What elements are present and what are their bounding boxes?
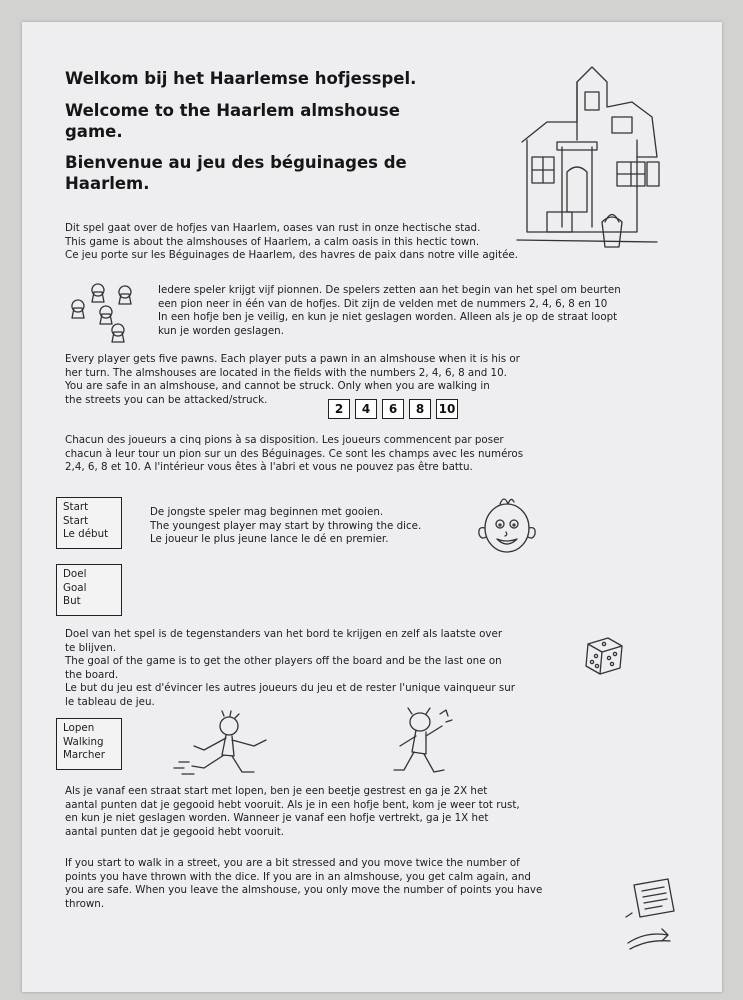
walking-paragraph-en xyxy=(65,857,542,911)
goal-line: te blijven. xyxy=(65,641,116,654)
field-numbers xyxy=(328,399,458,419)
pawns-en-line: her turn. The almshouses are located in the fields with the numbers 2, 4, 6, 8 and 10. xyxy=(65,366,507,379)
start-label-box xyxy=(56,497,122,549)
walking-nl-line: aantal punten dat je gegooid hebt vooruit. xyxy=(65,825,285,838)
title-fr-line: Haarlem. xyxy=(65,174,150,193)
intro-line: This game is about the almshouses of Haarlem, a calm oasis in this hectic town. xyxy=(65,235,480,248)
start-label: Le début xyxy=(63,528,109,541)
title-fr-line: Bienvenue au jeu des béguinages de xyxy=(65,153,407,172)
pawns-paragraph-fr xyxy=(65,434,523,475)
field-number: 6 xyxy=(382,399,404,419)
start-label: Start xyxy=(63,514,89,527)
goal-line: le tableau de jeu. xyxy=(65,695,155,708)
pawns-paragraph-nl xyxy=(158,284,621,338)
title-en xyxy=(65,100,400,142)
goal-line: Doel van het spel is de tegenstanders van het bord te krijgen en zelf als laatste over xyxy=(65,628,503,640)
pawns-fr-line: Chacun des joueurs a cinq pions à sa disposition. Les joueurs commencent par poser xyxy=(65,434,504,446)
goal-label: Goal xyxy=(63,581,87,594)
pawns-icon xyxy=(68,280,138,350)
pawns-nl-line: kun je worden geslagen. xyxy=(158,324,284,337)
boy-face-icon xyxy=(472,492,542,557)
pawns-nl-line: In een hofje ben je veilig, en kun je niet geslagen worden. Alleen als je op de straat loopt xyxy=(158,311,618,324)
goal-line: Le but du jeu est d'évincer les autres joueurs du jeu et de rester l'unique vainqueur sur xyxy=(65,682,515,695)
pawns-nl-line: Iedere speler krijgt vijf pionnen. De spelers zetten aan het begin van het spel om beurten xyxy=(158,284,621,296)
walking-label-box xyxy=(56,718,122,770)
field-number: 4 xyxy=(355,399,377,419)
field-number: 10 xyxy=(436,399,458,419)
pawns-fr-line: chacun à leur tour un pion sur un des Béguinages. Ce sont les champs avec les numéros xyxy=(65,447,524,460)
walking-label: Marcher xyxy=(63,749,105,762)
goal-line: The goal of the game is to get the other players off the board and be the last one on xyxy=(65,655,502,668)
goal-label: But xyxy=(63,595,81,608)
goal-label-box xyxy=(56,564,122,616)
walking-dog-icon xyxy=(382,706,462,782)
walking-paragraph-nl xyxy=(65,785,520,839)
goal-label: Doel xyxy=(63,568,87,580)
walking-en-line: you are safe. When you leave the almshouse, you only move the number of points you have xyxy=(65,884,543,897)
intro-paragraph xyxy=(65,222,518,263)
pawns-en-line: You are safe in an almshouse, and cannot be struck. Only when you are walking in xyxy=(65,380,490,393)
dice-icon xyxy=(582,632,627,677)
walking-label: Walking xyxy=(63,735,104,748)
start-paragraph xyxy=(150,506,421,547)
goal-paragraph xyxy=(65,628,515,710)
title-en-line: Welcome to the Haarlem almshouse xyxy=(65,101,400,120)
page-turn-icon xyxy=(622,877,682,957)
game-rules-sheet xyxy=(22,22,722,992)
field-number: 2 xyxy=(328,399,350,419)
title-fr xyxy=(65,152,407,194)
walking-en-line: points you have thrown with the dice. If you are in an almshouse, you get calm again, and xyxy=(65,870,531,883)
walking-label: Lopen xyxy=(63,722,95,734)
walking-man-icon xyxy=(174,710,284,780)
start-line: The youngest player may start by throwing the dice. xyxy=(150,519,422,532)
start-label: Start xyxy=(63,501,89,513)
intro-line: Dit spel gaat over de hofjes van Haarlem, oases van rust in onze hectische stad. xyxy=(65,222,481,234)
title-nl-text: Welkom bij het Haarlemse hofjesspel. xyxy=(65,69,417,88)
field-number: 8 xyxy=(409,399,431,419)
walking-en-line: thrown. xyxy=(65,897,105,910)
walking-nl-line: aantal punten dat je gegooid hebt vooruit. Als je in een hofje bent, kom je weer tot rust, xyxy=(65,798,520,811)
pawns-en-line: the streets you can be attacked/struck. xyxy=(65,393,268,406)
start-line: Le joueur le plus jeune lance le dé en premier. xyxy=(150,533,389,546)
title-en-line: game. xyxy=(65,122,123,141)
pawns-fr-line: 2,4, 6, 8 et 10. A l'intérieur vous êtes à l'abri et vous ne pouvez pas être battu. xyxy=(65,461,473,474)
pawns-nl-line: een pion neer in één van de hofjes. Dit zijn de velden met de nummers 2, 4, 6, 8 en 10 xyxy=(158,297,608,310)
walking-nl-line: Als je vanaf een straat start met lopen, ben je een beetje gestrest en ga je 2X het xyxy=(65,785,488,797)
walking-en-line: If you start to walk in a street, you are a bit stressed and you move twice the number of xyxy=(65,857,520,869)
start-line: De jongste speler mag beginnen met gooien. xyxy=(150,506,384,518)
pawns-en-line: Every player gets five pawns. Each player puts a pawn in an almshouse when it is his or xyxy=(65,353,520,365)
walking-nl-line: en kun je niet geslagen worden. Wanneer je vanaf een hofje vertrekt, ga je 1X het xyxy=(65,812,489,825)
intro-line: Ce jeu porte sur les Béguinages de Haarlem, des havres de paix dans notre ville agitée. xyxy=(65,249,519,262)
goal-line: the board. xyxy=(65,668,119,681)
almshouse-illustration xyxy=(517,62,667,252)
title-nl xyxy=(65,68,416,89)
